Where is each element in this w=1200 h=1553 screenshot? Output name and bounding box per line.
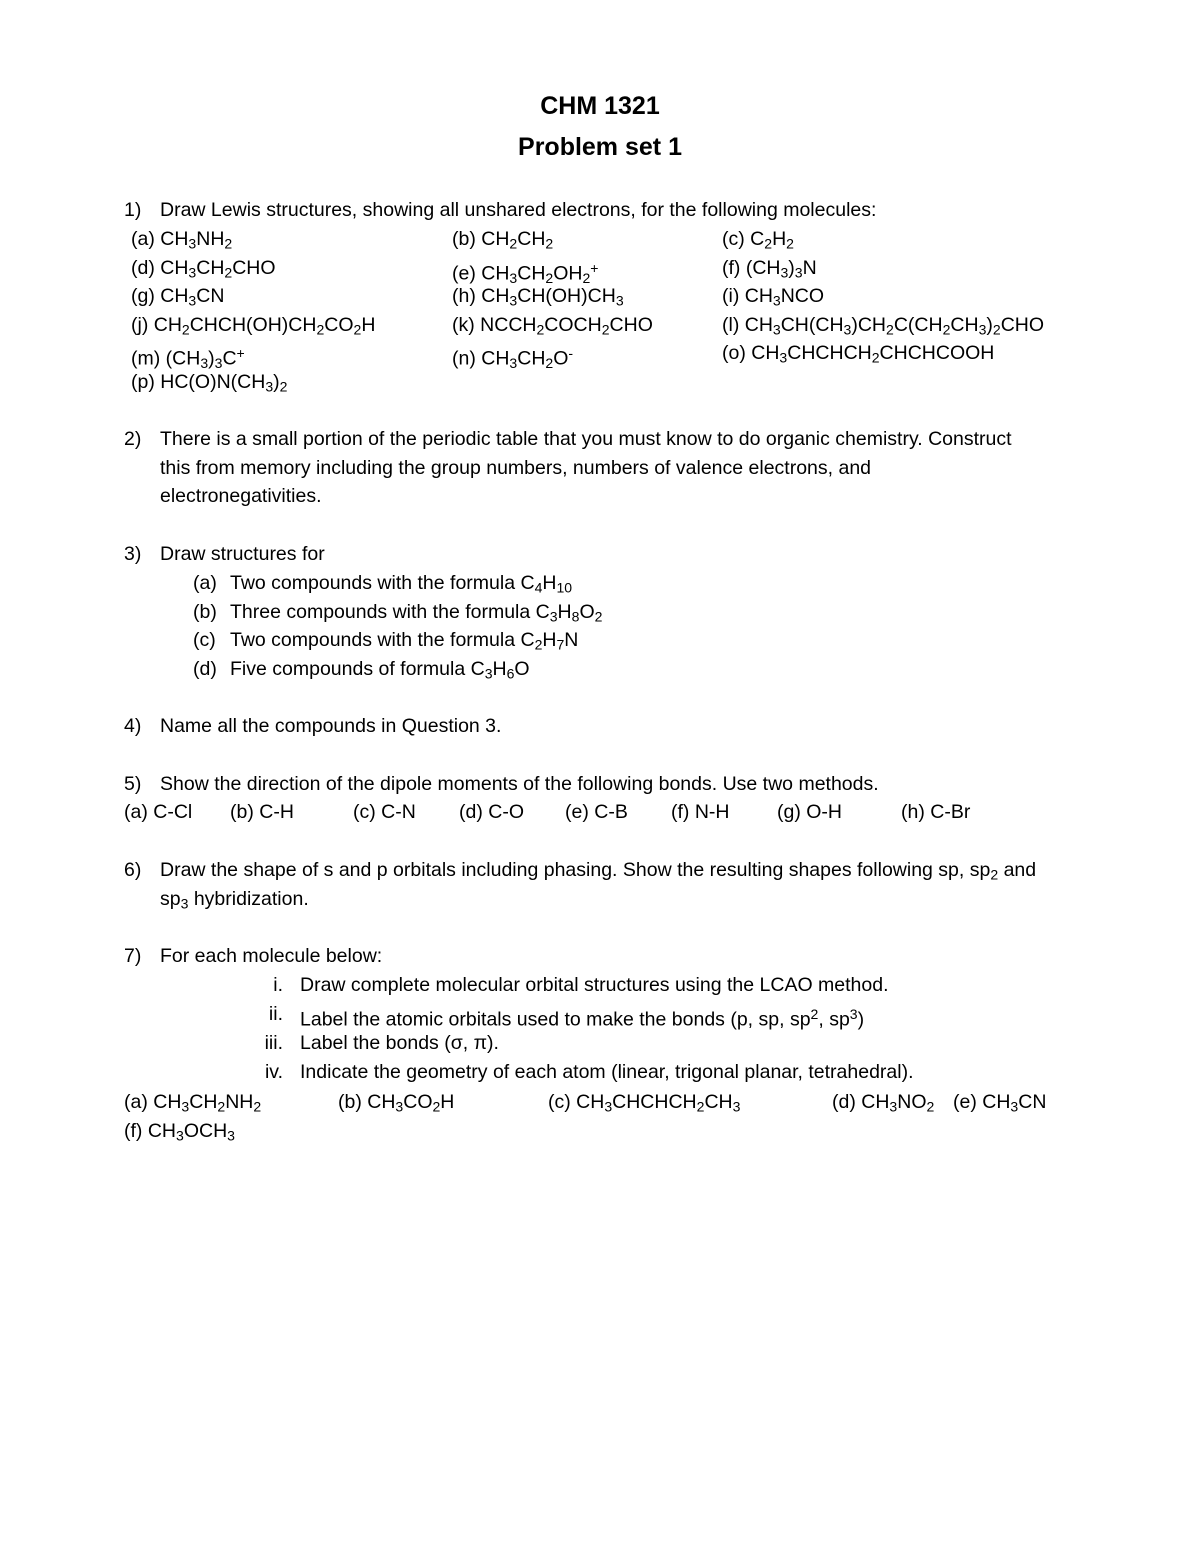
molecule-item: (l) $CH_3CH(CH_3)CH_2C(CH_2CH_3)_2CHO$ xyxy=(722,314,1045,338)
problem-set-title: Problem set 1 xyxy=(518,133,682,161)
item-label: (c) xyxy=(193,629,216,651)
molecule-item: (j) $CH_2CHCH(OH)CH_2CO_2H$ xyxy=(131,314,376,338)
item-label: (d) xyxy=(193,658,217,680)
question-2-line: There is a small portion of the periodic table that you must know to do organic chemistry. Construct xyxy=(160,428,1012,450)
bond-item: (c) C-N xyxy=(353,801,416,823)
question-4-stem: Name all the compounds in Question 3. xyxy=(160,715,502,737)
molecule-item: (a) $CH_3CH_2NH_2$ xyxy=(124,1091,262,1115)
item-label: (b) xyxy=(193,601,217,623)
bond-item: (d) C-O xyxy=(459,801,524,823)
question-3-stem: Draw structures for xyxy=(160,543,325,565)
item-text: Label the bonds (σ, π). xyxy=(300,1032,499,1054)
question-5-number: 5) xyxy=(124,773,142,795)
roman-label: ii. xyxy=(268,1003,283,1025)
molecule-item: (f) $CH_3OCH_3$ xyxy=(124,1120,235,1144)
molecule-item: (i) $CH_3NCO$ xyxy=(722,285,825,309)
molecule-item: (n) $CH_3CH_2O^-$ xyxy=(452,345,574,371)
question-2-number: 2) xyxy=(124,428,142,450)
roman-label: i. xyxy=(273,974,283,996)
question-3-number: 3) xyxy=(124,543,142,565)
molecule-item: (c) $C_2H_2$ xyxy=(722,228,794,252)
bond-item: (f) N-H xyxy=(671,801,730,823)
molecule-item: (m) $(CH_3)_3C^+$ xyxy=(131,345,245,371)
question-7-stem: For each molecule below: xyxy=(160,945,383,967)
question-6-line: $sp_3$ hybridization. xyxy=(160,888,309,912)
molecule-item: (d) $CH_3CH_2CHO$ xyxy=(131,257,276,281)
roman-label: iv. xyxy=(264,1061,283,1083)
item-text: Two compounds with the formula $C_4H_{10}$ xyxy=(230,572,573,596)
question-2-line: electronegativities. xyxy=(160,485,322,507)
bond-item: (b) C-H xyxy=(230,801,294,823)
molecule-item: (k) $NCCH_2COCH_2CHO$ xyxy=(452,314,653,338)
question-1-stem: Draw Lewis structures, showing all unshared electrons, for the following molecules: xyxy=(160,199,877,221)
bond-item: (e) C-B xyxy=(565,801,628,823)
question-6-number: 6) xyxy=(124,859,142,881)
molecule-item: (g) $CH_3CN$ xyxy=(131,285,225,309)
course-title: CHM 1321 xyxy=(540,92,660,120)
question-6-line: Draw the shape of s and p orbitals including phasing. Show the resulting shapes following sp, $sp_2$ and xyxy=(160,859,1037,883)
bond-item: (a) C-Cl xyxy=(124,801,193,823)
molecule-item: (e) $CH_3CH_2OH_2^+$ xyxy=(452,260,599,286)
molecule-item: (p) $HC(O)N(CH_3)_2$ xyxy=(131,371,288,395)
molecule-item: (d) $CH_3NO_2$ xyxy=(832,1091,935,1115)
molecule-item: (c) $CH_3CHCHCH_2CH_3$ xyxy=(548,1091,741,1115)
question-1-number: 1) xyxy=(124,199,142,221)
item-text: Draw complete molecular orbital structures using the LCAO method. xyxy=(300,974,889,996)
molecule-item: (b) $CH_3CO_2H$ xyxy=(338,1091,455,1115)
molecule-item: (b) $CH_2CH_2$ xyxy=(452,228,554,252)
item-text: Two compounds with the formula $C_2H_7N$ xyxy=(230,629,579,653)
molecule-item: (e) $CH_3CN$ xyxy=(953,1091,1047,1115)
question-7-number: 7) xyxy=(124,945,142,967)
question-5-stem: Show the direction of the dipole moments of the following bonds. Use two methods. xyxy=(160,773,879,795)
question-2-line: this from memory including the group numbers, numbers of valence electrons, and xyxy=(160,457,872,479)
item-label: (a) xyxy=(193,572,217,594)
question-4-number: 4) xyxy=(124,715,142,737)
molecule-item: (a) $CH_3NH_2$ xyxy=(131,228,233,252)
molecule-item: (h) $CH_3CH(OH)CH_3$ xyxy=(452,285,624,309)
item-text: Indicate the geometry of each atom (linear, trigonal planar, tetrahedral). xyxy=(300,1061,914,1083)
item-text: Label the atomic orbitals used to make the bonds (p, sp, $sp^2$, $sp^3$) xyxy=(300,1006,865,1031)
bond-item: (h) C-Br xyxy=(901,801,971,823)
molecule-item: (f) $(CH_3)_3N$ xyxy=(722,257,817,281)
bond-item: (g) O-H xyxy=(777,801,842,823)
roman-label: iii. xyxy=(264,1032,283,1054)
item-text: Three compounds with the formula $C_3H_8O_2$ xyxy=(230,601,603,625)
item-text: Five compounds of formula $C_3H_6O$ xyxy=(230,658,530,682)
molecule-item: (o) $CH_3CHCHCH_2CHCHCOOH$ xyxy=(722,342,995,366)
